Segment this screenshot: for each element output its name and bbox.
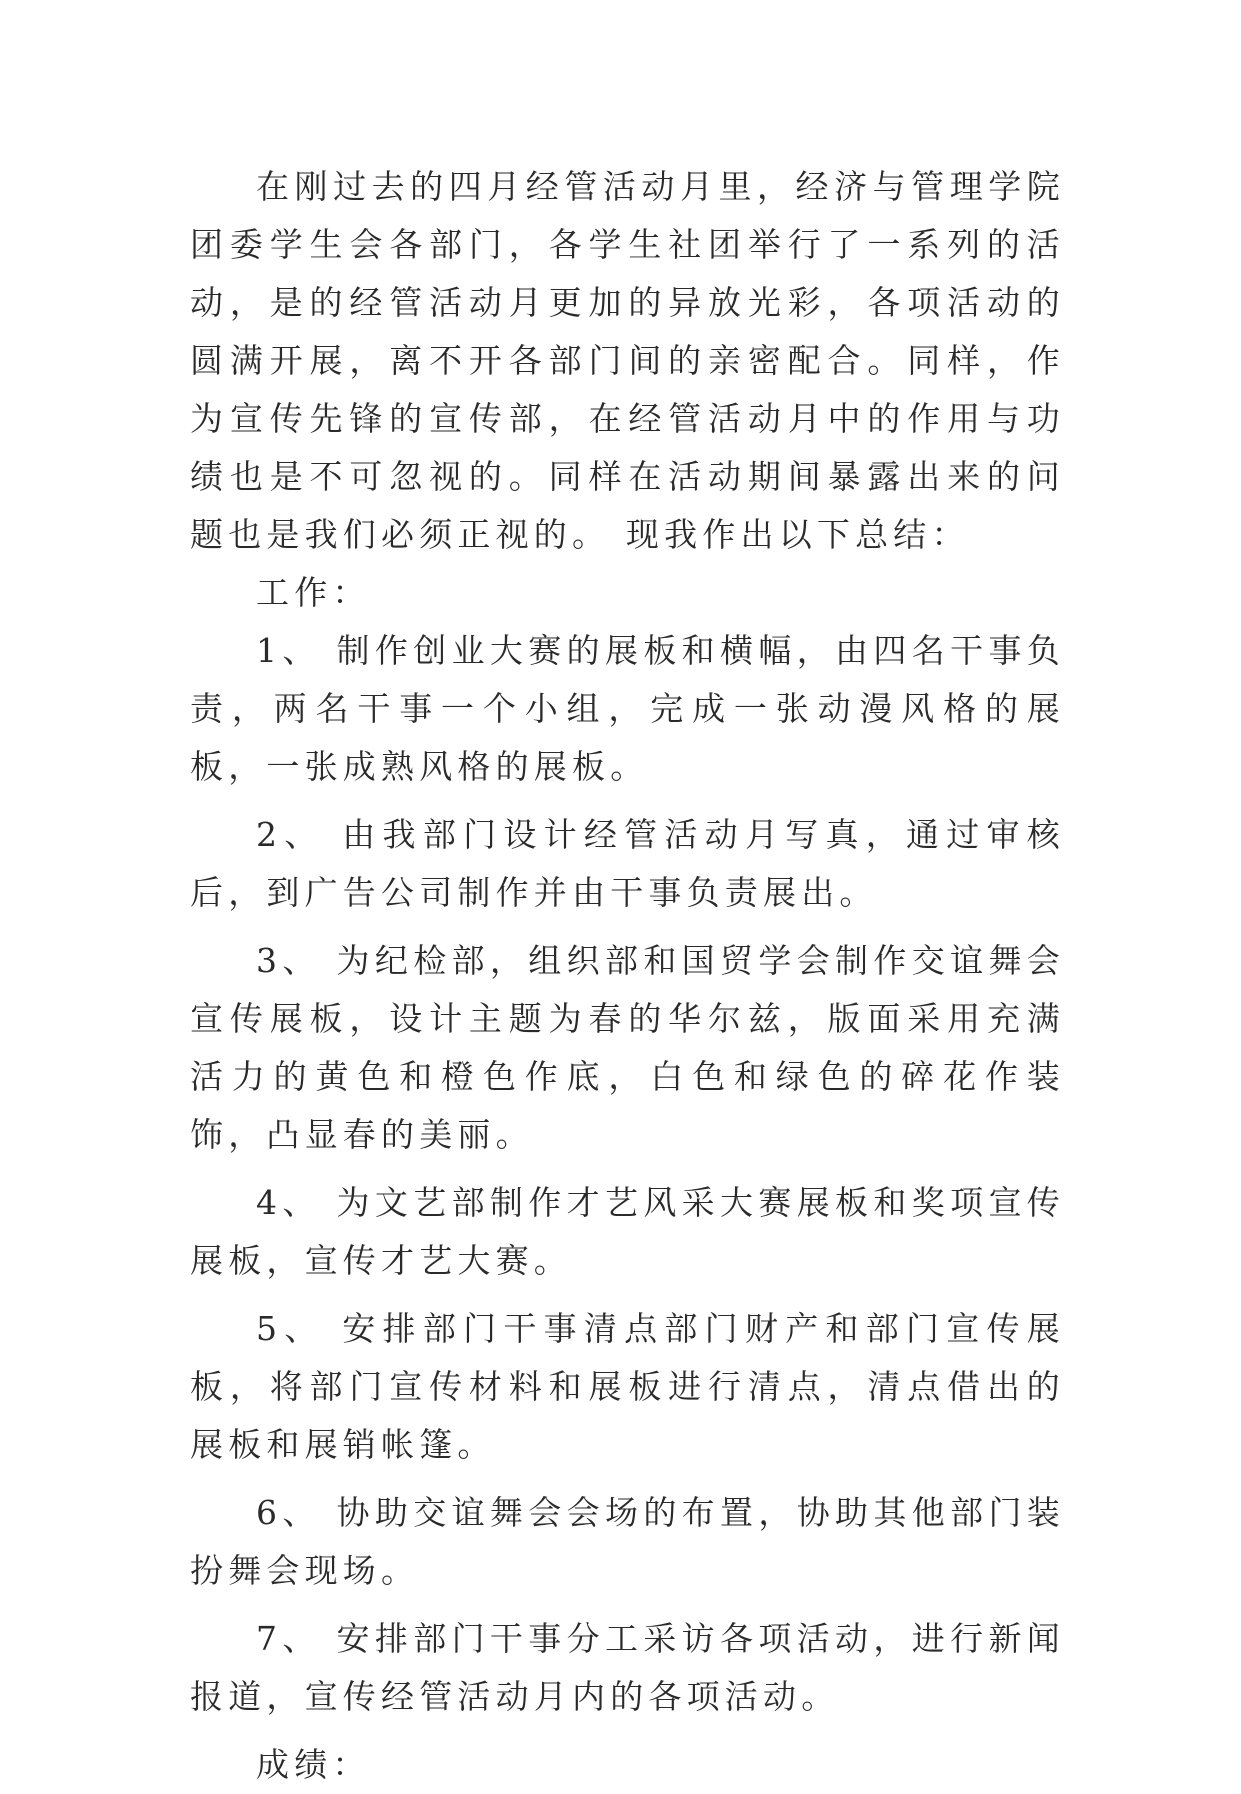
work-heading: 工作： xyxy=(256,573,371,612)
intro-paragraph: 在刚过去的四月经管活动月里，经济与管理学院团委学生会各部门，各学生社团举行了一系列的活动，是的经管活动月更加的异放光彩，各项活动的圆满开展，离不开各部门间的亲密配合。同样，作为宣传先锋的宣传部，在经管活动月中的作用与功绩也是不可忽视的。同样在活动期间暴露出来的问题也是我们必须正视的。 现我作出以下总结： xyxy=(190,167,1065,554)
work-item-7: 7、 安排部门干事分工采访各项活动，进行新闻报道，宣传经管活动月内的各项活动。 xyxy=(190,1619,1065,1716)
work-item-1: 1、 制作创业大赛的展板和横幅，由四名干事负责，两名干事一个小组，完成一张动漫风格的展板，一张成熟风格的展板。 xyxy=(190,631,1065,786)
work-item-5: 5、 安排部门干事清点部门财产和部门宣传展板，将部门宣传材料和展板进行清点，清点借出的展板和展销帐篷。 xyxy=(190,1309,1065,1464)
document-body xyxy=(190,158,1065,1794)
work-item-3: 3、 为纪检部，组织部和国贸学会制作交谊舞会宣传展板，设计主题为春的华尔兹，版面采用充满活力的黄色和橙色作底，白色和绿色的碎花作装饰，凸显春的美丽。 xyxy=(190,941,1065,1154)
work-item-4: 4、 为文艺部制作才艺风采大赛展板和奖项宣传展板，宣传才艺大赛。 xyxy=(190,1183,1065,1280)
work-item-6: 6、 协助交谊舞会会场的布置，协助其他部门装扮舞会现场。 xyxy=(190,1493,1065,1590)
results-heading: 成绩： xyxy=(256,1745,371,1784)
work-item-2: 2、 由我部门设计经管活动月写真，通过审核后，到广告公司制作并由干事负责展出。 xyxy=(190,815,1065,912)
